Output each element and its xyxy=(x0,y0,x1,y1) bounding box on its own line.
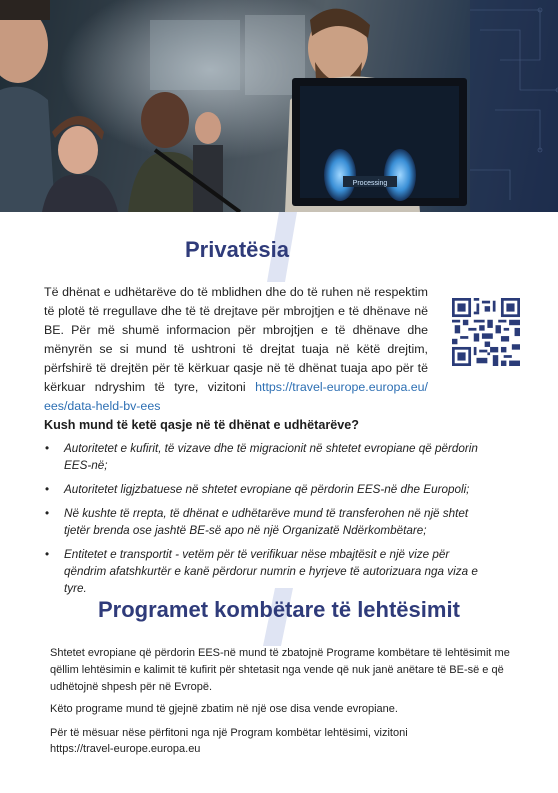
privacy-paragraph xyxy=(44,283,428,416)
privacy-text: Të dhënat e udhëtarëve do të mblidhen dhe do të ruhen në respektim të plotë të rregullave dhe të të drejtave për mbrojtjen e të dhënave në BE. Për më shumë informacion për mbrojtjen e të dhënave dhe mënyrën se si mund të ushtroni të drejtat tuaja në këtë drejtim, përfshirë të drejtën për të kërkuar qasje në të dhënat tuaja apo për të kërkuar ndryshim të tyre, vizitoni xyxy=(44,285,428,394)
bullet-icon: • xyxy=(45,483,50,496)
privacy-title: Privatësia xyxy=(185,237,289,262)
programs-title: Programet kombëtare të lehtësimit xyxy=(98,597,460,622)
programs-paragraph-3: Për të mësuar nëse përfitoni nga një Program kombëtar lehtësimi, vizitoni xyxy=(50,727,408,739)
privacy-link[interactable]: https://travel-europe.europa.eu/ ees/data-held-bv-ees xyxy=(44,380,428,413)
list-item: • Entitetet e transportit - vetëm për të verifikuar nëse mbajtësit e një vize për qëndrim afatshkurtër e kanë përdorur numrin e hyrjeve të autorizuara nga viza e tyre. xyxy=(45,548,478,595)
screen-label: Processing xyxy=(352,180,388,187)
programs-link[interactable]: https://travel-europe.europa.eu xyxy=(50,743,201,755)
programs-paragraph-2: Këto programe mund të gjejnë zbatim në një ose disa vende evropiane. xyxy=(50,703,398,715)
qr-code-icon xyxy=(452,298,520,366)
hero-illustration xyxy=(0,0,558,212)
programs-paragraph-1: Shtetet evropiane që përdorin EES-në mund të zbatojnë Programe kombëtare të lehtësimit me qëllim lehtësimin e kalimit të kufirit për shtetasit nga vende që nuk janë anëtare të BE-së e që udhëtojnë shpesh për në Evropë. xyxy=(50,647,510,693)
list-item: • Në kushte të rrepta, të dhënat e udhëtarëve mund të transferohen në një shtet tjetër brenda ose jashtë BE-së apo në një Organizatë Ndërkombëtare; xyxy=(45,507,469,537)
hero-photo xyxy=(0,0,558,212)
bullet-icon: • xyxy=(45,507,50,520)
bullet-icon: • xyxy=(45,548,50,561)
bullet-icon: • xyxy=(45,442,50,455)
access-list xyxy=(44,440,494,604)
access-heading: Kush mund të ketë qasje në të dhënat e udhëtarëve? xyxy=(44,418,359,432)
list-item: • Autoritetet ligjzbatuese në shtetet evropiane që përdorin EES-në dhe Europoli; xyxy=(45,483,470,496)
list-item: • Autoritetet e kufirit, të vizave dhe të migracionit në shtetet evropiane që përdorin EES-në; xyxy=(45,442,478,472)
